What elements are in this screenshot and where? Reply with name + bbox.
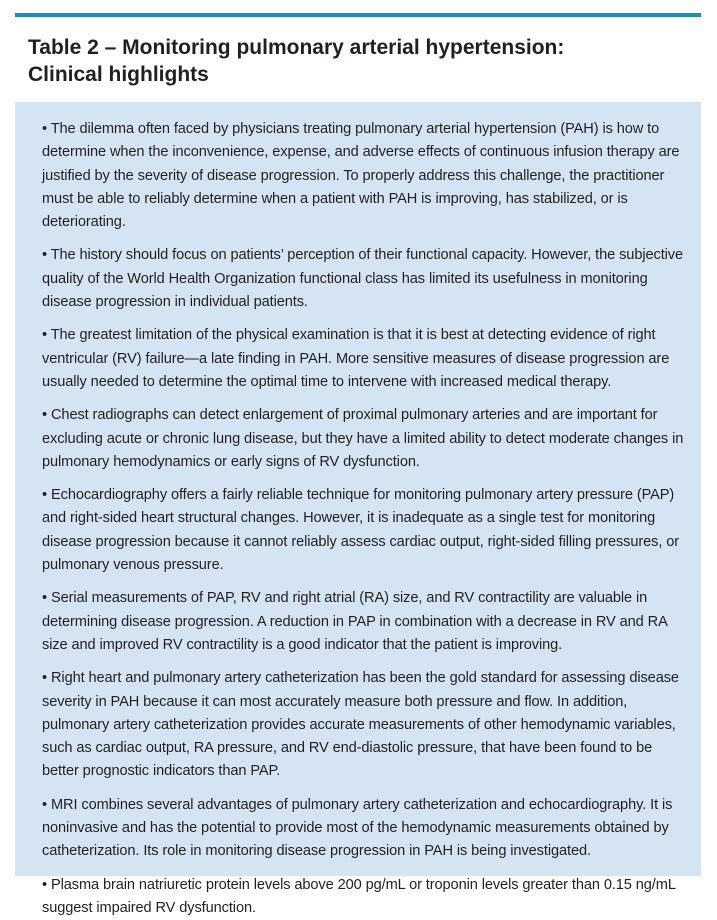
highlight-text: Chest radiographs can detect enlargement of proximal pulmonary arteries and are important for excluding acute or chronic lung disease, but they have a limited ability to detect moderate changes in pulmonary hemodynamics or early signs of RV dysfunction. [42,407,684,470]
highlight-item [42,667,691,783]
highlight-item [42,404,691,474]
highlight-text: Serial measurements of PAP, RV and right atrial (RA) size, and RV contractility are valuable in determining disease progression. A reduction in PAP in combination with a decrease in RV and RA size and improved RV contractility is a good indicator that the patient is improving. [42,590,667,653]
highlight-text: The dilemma often faced by physicians treating pulmonary arterial hypertension (PAH) is how to determine when the inconvenience, expense, and adverse effects of continuous infusion therapy are justified by the severity of disease progression. To properly address this challenge, the practitioner must be able to reliably determine when a patient with PAH is improving, has stabilized, or is deteriorating. [42,121,680,231]
bullet-icon: • [42,247,48,264]
bullet-icon: • [42,407,48,424]
bullet-icon: • [42,796,48,813]
highlight-item [42,244,691,314]
bullet-icon: • [42,487,48,504]
highlight-text: MRI combines several advantages of pulmonary artery catheterization and echocardiography. It is noninvasive and has the potential to provide most of the hemodynamic measurements obtained by catheterization. Its role in monitoring disease progression in PAH is being investigated. [42,796,673,860]
table-title [28,34,688,88]
highlight-item [42,324,691,394]
highlight-item [42,484,691,577]
highlight-text: The history should focus on patients’ perception of their functional capacity. However, the subjective quality of the World Health Organization functional class has limited its usefulness in monitoring disease progression in individual patients. [42,247,683,311]
table-title-line-2: Clinical highlights [28,63,209,86]
highlight-text: Right heart and pulmonary artery catheterization has been the gold standard for assessing disease severity in PAH because it can most accurately measure both pressure and flow. In addition, pulmonary artery catheterization provides accurate measurements of other hemodynamic variables, such as cardiac output, RA pressure, and RV end-diastolic pressure, that have been found to be better prognostic indicators than PAP. [42,670,679,780]
bullet-icon: • [42,590,48,607]
highlight-text: Echocardiography offers a fairly reliable technique for monitoring pulmonary artery pressure (PAP) and right-sided heart structural changes. However, it is inadequate as a single test for monitoring disease progression because it cannot reliably assess cardiac output, right-sided filling pressures, or pulmonary venous pressure. [42,487,680,574]
bullet-icon: • [42,876,48,893]
highlights-panel [15,102,701,916]
highlight-text: Plasma brain natriuretic protein levels above 200 pg/mL or troponin levels greater than 0.15 ng/mL suggest impaired RV dysfunction. [42,876,676,916]
highlight-item [42,587,691,657]
bullet-icon: • [42,670,48,687]
bullet-icon: • [42,121,48,137]
bullet-icon: • [42,327,48,344]
table-title-line-1: Table 2 – Monitoring pulmonary arterial hypertension: [28,36,565,59]
highlight-item [42,118,691,234]
top-accent-rule [15,13,701,17]
highlight-text: The greatest limitation of the physical examination is that it is best at detecting evidence of right ventricular (RV) failure—a late finding in PAH. More sensitive measures of disease progression are usually needed to determine the optimal time to intervene with increased medical therapy. [42,327,670,390]
highlight-item [42,874,691,920]
highlight-item [42,794,691,864]
